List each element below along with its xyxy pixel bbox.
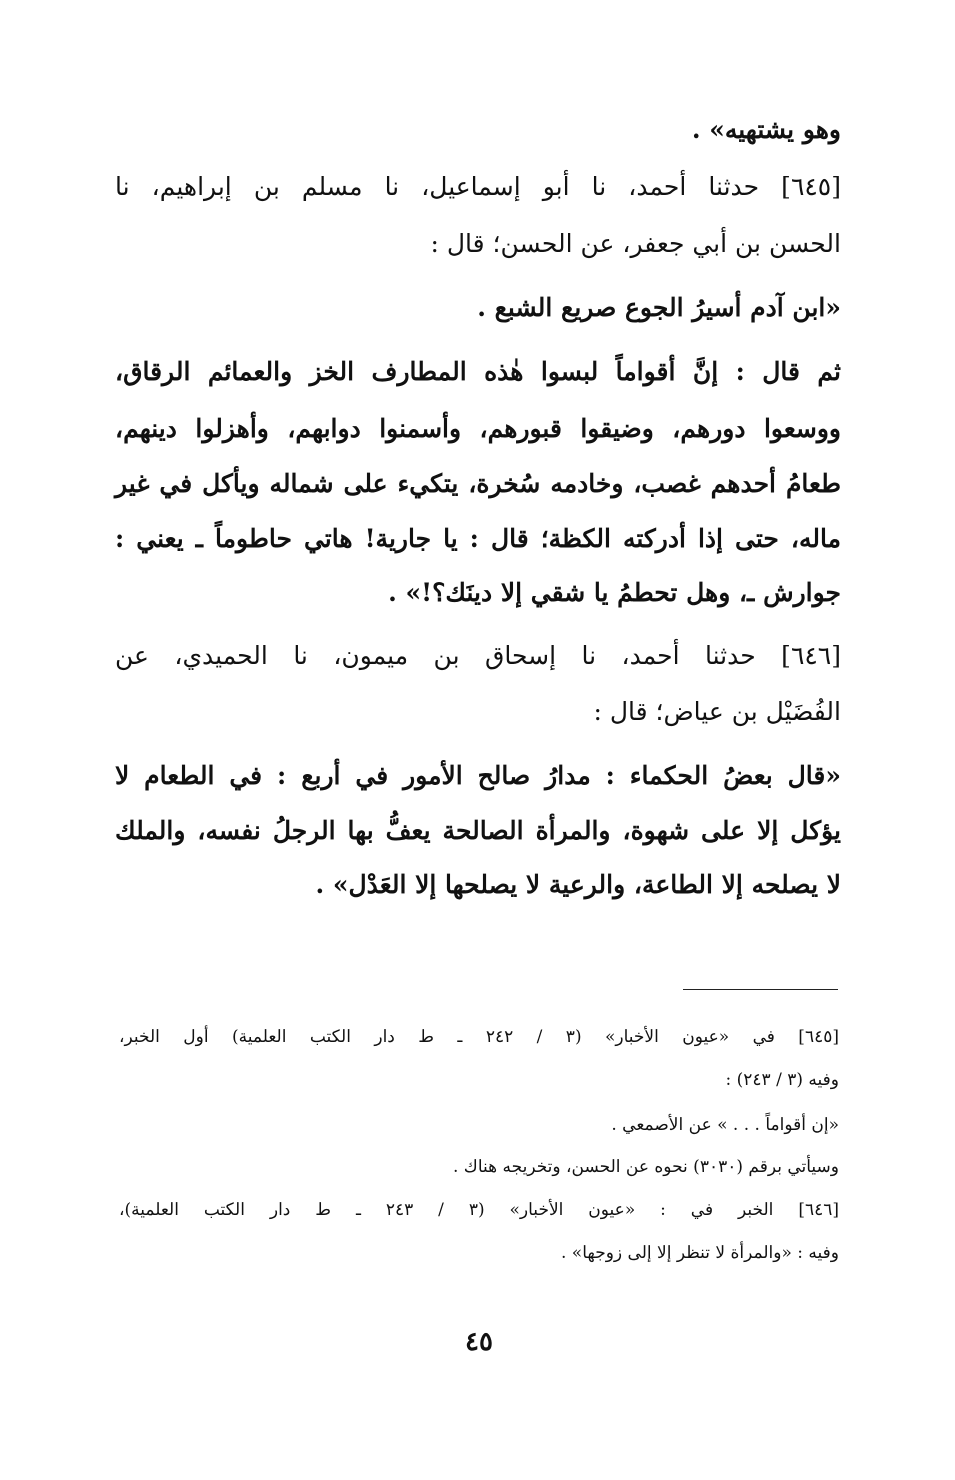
footnote-line-1: [٦٤٥] في «عيون الأخبار» (٣ / ٢٤٢ ـ ط دار الكتب العلمية) أول الخبر، <box>119 1027 839 1047</box>
quote-645-line-5: ماله، حتى إذا أدركته الكظة؛ قال : يا جارية! هاتي حاطوماً ـ يعني : <box>115 524 841 553</box>
quote-645-line-3: ووسعوا دورهم، وضيقوا قبورهم، وأسمنوا دوابهم، وأهزلوا دينهم، <box>115 414 841 443</box>
footnote-line-3: «إن أقواماً . . . » عن الأصمعي . <box>611 1115 839 1135</box>
paragraph-646-line-2: الفُضَيْل بن عياض؛ قال : <box>593 697 841 726</box>
quote-646-line-1: «قال بعضُ الحكماء : مدارُ صالح الأمور في أربع : في الطعام لا <box>115 761 841 790</box>
quote-646-line-3: لا يصلحه إلا الطاعة، والرعية لا يصلحها إلا العَدْل» . <box>315 870 841 899</box>
quote-645-line-4: طعامُ أحدهم غصب، وخادمه سُخرة، يتكيء على شماله ويأكل في غير <box>115 469 841 498</box>
page-number: ٤٥ <box>465 1327 493 1357</box>
continued-quote-ending: وهو يشتهيه» . <box>691 115 841 144</box>
footnote-line-2: وفيه (٣ / ٢٤٣) : <box>725 1070 839 1090</box>
paragraph-646-line-1: [٦٤٦] حدثنا أحمد، نا إسحاق بن ميمون، نا الحميدي، عن <box>115 641 841 670</box>
paragraph-645-line-1: [٦٤٥] حدثنا أحمد، نا أبو إسماعيل، نا مسلم بن إبراهيم، نا <box>115 172 841 201</box>
quote-646-line-2: يؤكل إلا على شهوة، والمرأة الصالحة يعفُّ بها الرجلُ نفسه، والملك <box>115 816 841 845</box>
footnote-separator <box>683 989 838 990</box>
paragraph-645-line-2: الحسن بن أبي جعفر، عن الحسن؛ قال : <box>430 229 841 258</box>
quote-645-line-1: «ابن آدم أسيرُ الجوع صريع الشبع . <box>477 293 841 322</box>
footnote-line-6: وفيه : «والمرأة لا تنظر إلا إلى زوجها» . <box>560 1243 839 1263</box>
footnote-line-5: [٦٤٦] الخبر في : «عيون الأخبار» (٣ / ٢٤٣ ـ ط دار الكتب العلمية)، <box>119 1200 839 1220</box>
footnote-line-4: وسيأتي برقم (٣٠٣٠) نحوه عن الحسن، وتخريجه هناك . <box>453 1157 839 1177</box>
quote-645-line-6: جوارش ـ، وهل تحطمُ يا شقي إلا دينَك؟!» . <box>388 578 841 607</box>
quote-645-line-2: ثم قال : إنَّ أقواماً لبسوا هٰذه المطارف الخز والعمائم الرقاق، <box>115 357 841 386</box>
